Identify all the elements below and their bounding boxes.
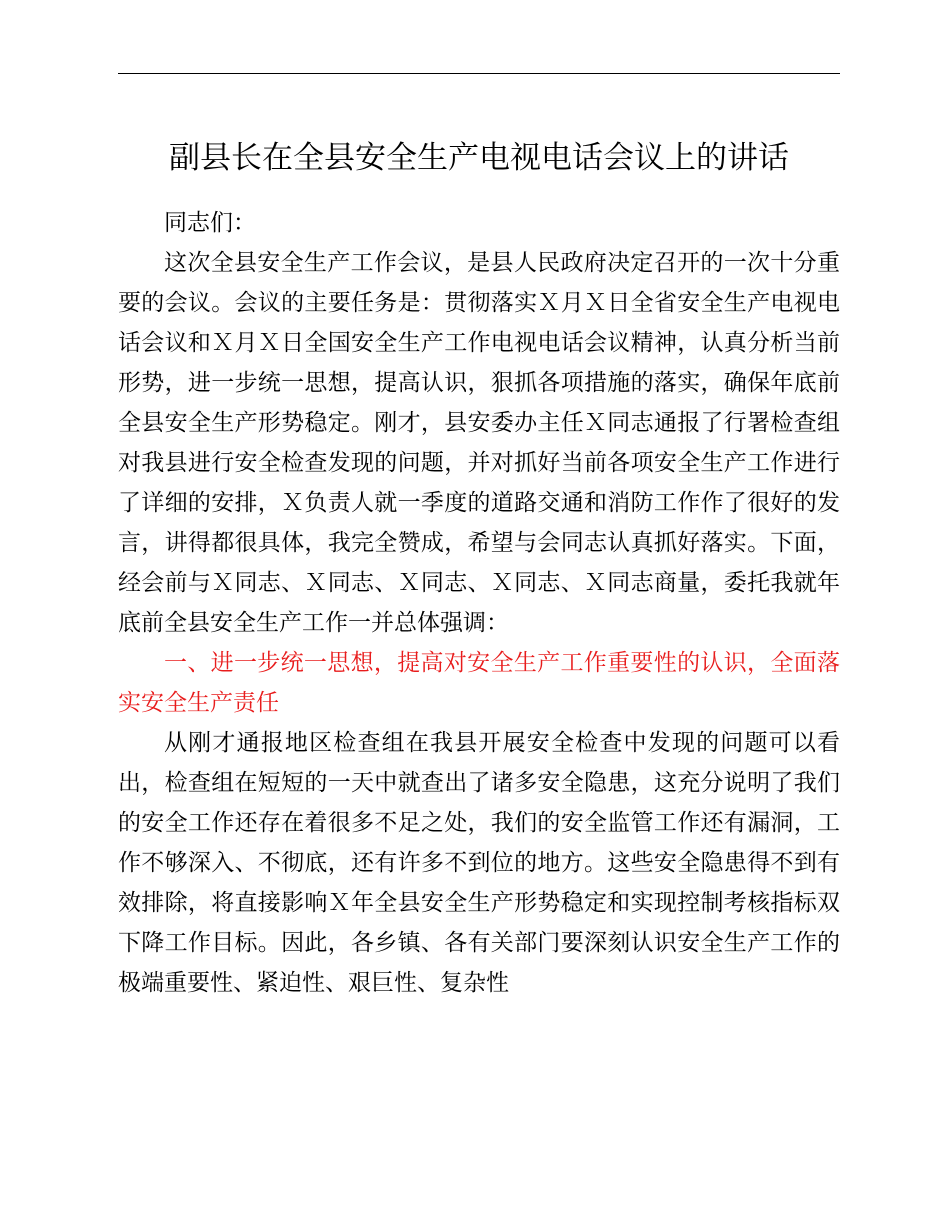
document-title: 副县长在全县安全生产电视电话会议上的讲话: [169, 140, 789, 176]
salutation: 同志们：: [164, 210, 256, 236]
section-heading: 一、进一步统一思想，提高对安全生产工作重要性的认识，全面落实安全生产责任: [118, 650, 840, 716]
section-paragraph: 从刚才通报地区检查组在我县开展安全检查中发现的问题可以看出，检查组在短短的一天中就查出了诸多安全隐患，这充分说明了我们的安全工作还存在着很多不足之处，我们的安全监管工作还有漏洞，工作不够深入、不彻底，还有许多不到位的地方。这些安全隐患得不到有效排除，将直接影响Ｘ年全县安全生产形势稳定和实现控制考核指标双下降工作目标。因此，各乡镇、各有关部门要深刻认识安全生产工作的极端重要性、紧迫性、艰巨性、复杂性: [118, 730, 840, 996]
header-rule: [118, 73, 840, 74]
document-body: [118, 203, 840, 1003]
opening-paragraph: 这次全县安全生产工作会议，是县人民政府决定召开的一次十分重要的会议。会议的主要任务是：贯彻落实Ｘ月Ｘ日全省安全生产电视电话会议和Ｘ月Ｘ日全国安全生产工作电视电话会议精神，认真分析当前形势，进一步统一思想，提高认识，狠抓各项措施的落实，确保年底前全县安全生产形势稳定。刚才，县安委办主任Ｘ同志通报了行署检查组对我县进行安全检查发现的问题，并对抓好当前各项安全生产工作进行了详细的安排，Ｘ负责人就一季度的道路交通和消防工作作了很好的发言，讲得都很具体，我完全赞成，希望与会同志认真抓好落实。下面，经会前与Ｘ同志、Ｘ同志、Ｘ同志、Ｘ同志、Ｘ同志商量，委托我就年底前全县安全生产工作一并总体强调：: [118, 250, 840, 636]
